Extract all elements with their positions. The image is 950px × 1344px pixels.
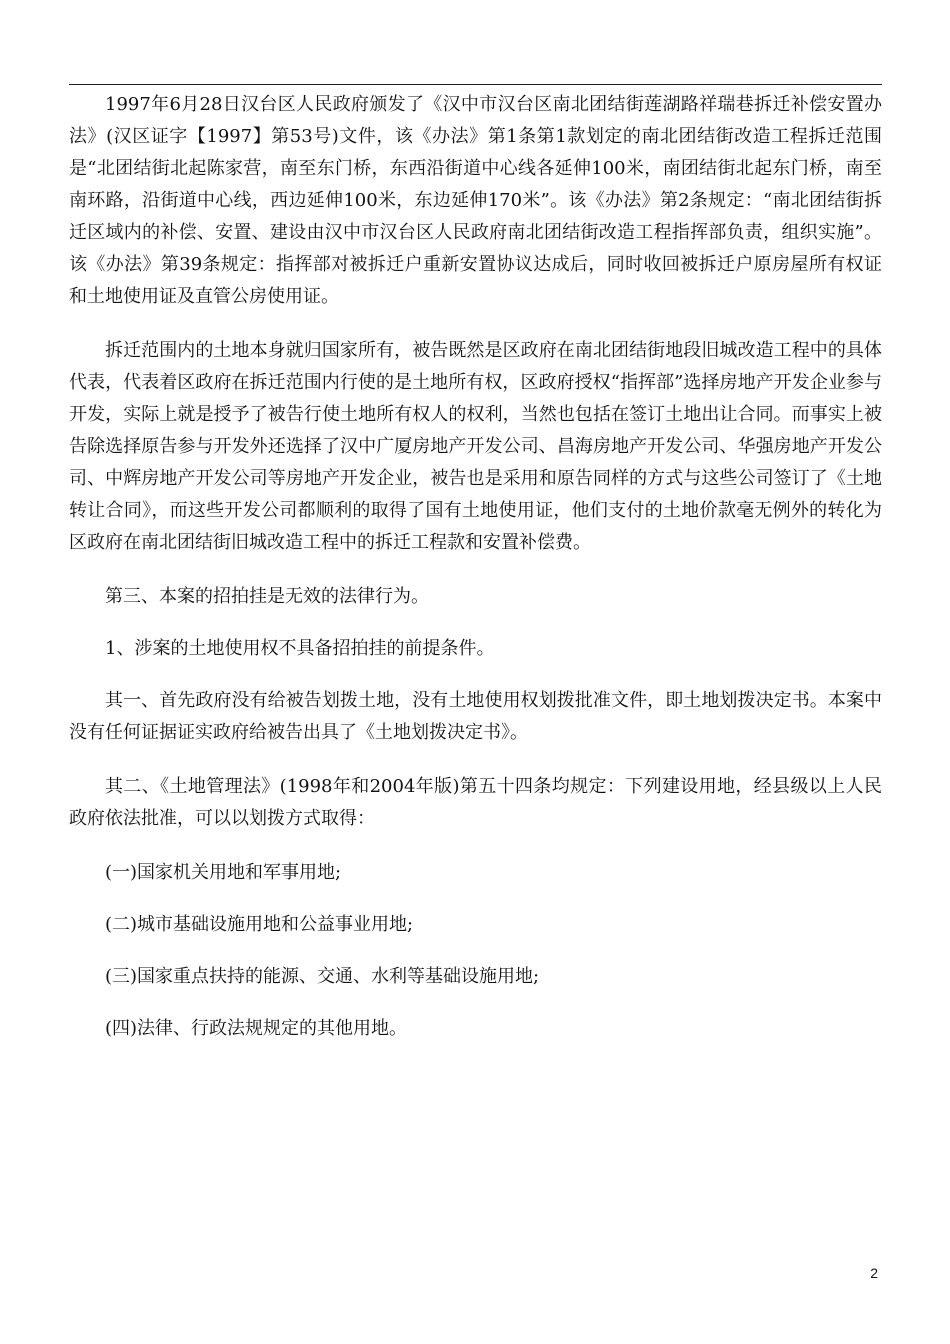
paragraph-6: 其二、《土地管理法》(1998年和2004年版)第五十四条均规定：下列建设用地，经县级以上人民政府依法批准，可以以划拨方式取得：	[69, 776, 882, 829]
document-body	[69, 89, 882, 1065]
header-rule	[69, 84, 882, 85]
list-item-3: (三)国家重点扶持的能源、交通、水利等基础设施用地;	[105, 966, 540, 987]
page-number: 2	[870, 1265, 878, 1281]
list-item-2: (二)城市基础设施用地和公益事业用地;	[105, 914, 414, 935]
paragraph-1: 1997年6月28日汉台区人民政府颁发了《汉中市汉台区南北团结街莲湖路祥瑞巷拆迁补偿安置办法》(汉区证字【1997】第53号)文件，该《办法》第1条第1款划定的南北团结街改造工程拆迁范围是“北团结街北起陈家营，南至东门桥，东西沿街道中心线各延伸100米，南团结街北起东门桥，南至南环路，沿街道中心线，西边延伸100米，东边延伸170米”。该《办法》第2条规定：“南北团结街拆迁区域内的补偿、安置、建设由汉中市汉台区人民政府南北团结街改造工程指挥部负责，组织实施”。该《办法》第39条规定：指挥部对被拆迁户重新安置协议达成后，同时收回被拆迁户原房屋所有权证和土地使用证及直管公房使用证。	[69, 94, 882, 307]
list-item-4: (四)法律、行政法规规定的其他用地。	[105, 1018, 408, 1039]
paragraph-3: 第三、本案的招拍挂是无效的法律行为。	[105, 586, 429, 607]
paragraph-5: 其一、首先政府没有给被告划拨土地，没有土地使用权划拨批准文件，即土地划拨决定书。本案中没有任何证据证实政府给被告出具了《土地划拨决定书》。	[69, 690, 882, 743]
paragraph-2: 拆迁范围内的土地本身就归国家所有，被告既然是区政府在南北团结街地段旧城改造工程中的具体代表，代表着区政府在拆迁范围内行使的是土地所有权，区政府授权“指挥部”选择房地产开发企业参与开发，实际上就是授予了被告行使土地所有权人的权利，当然也包括在签订土地出让合同。而事实上被告除选择原告参与开发外还选择了汉中广厦房地产开发公司、昌海房地产开发公司、华强房地产开发公司、中辉房地产开发公司等房地产开发企业，被告也是采用和原告同样的方式与这些公司签订了《土地转让合同》，而这些开发公司都顺利的取得了国有土地使用证，他们支付的土地价款毫无例外的转化为区政府在南北团结街旧城改造工程中的拆迁工程款和安置补偿费。	[69, 340, 882, 553]
paragraph-4: 1、涉案的土地使用权不具备招拍挂的前提条件。	[105, 638, 495, 659]
list-item-1: (一)国家机关用地和军事用地;	[105, 862, 342, 883]
